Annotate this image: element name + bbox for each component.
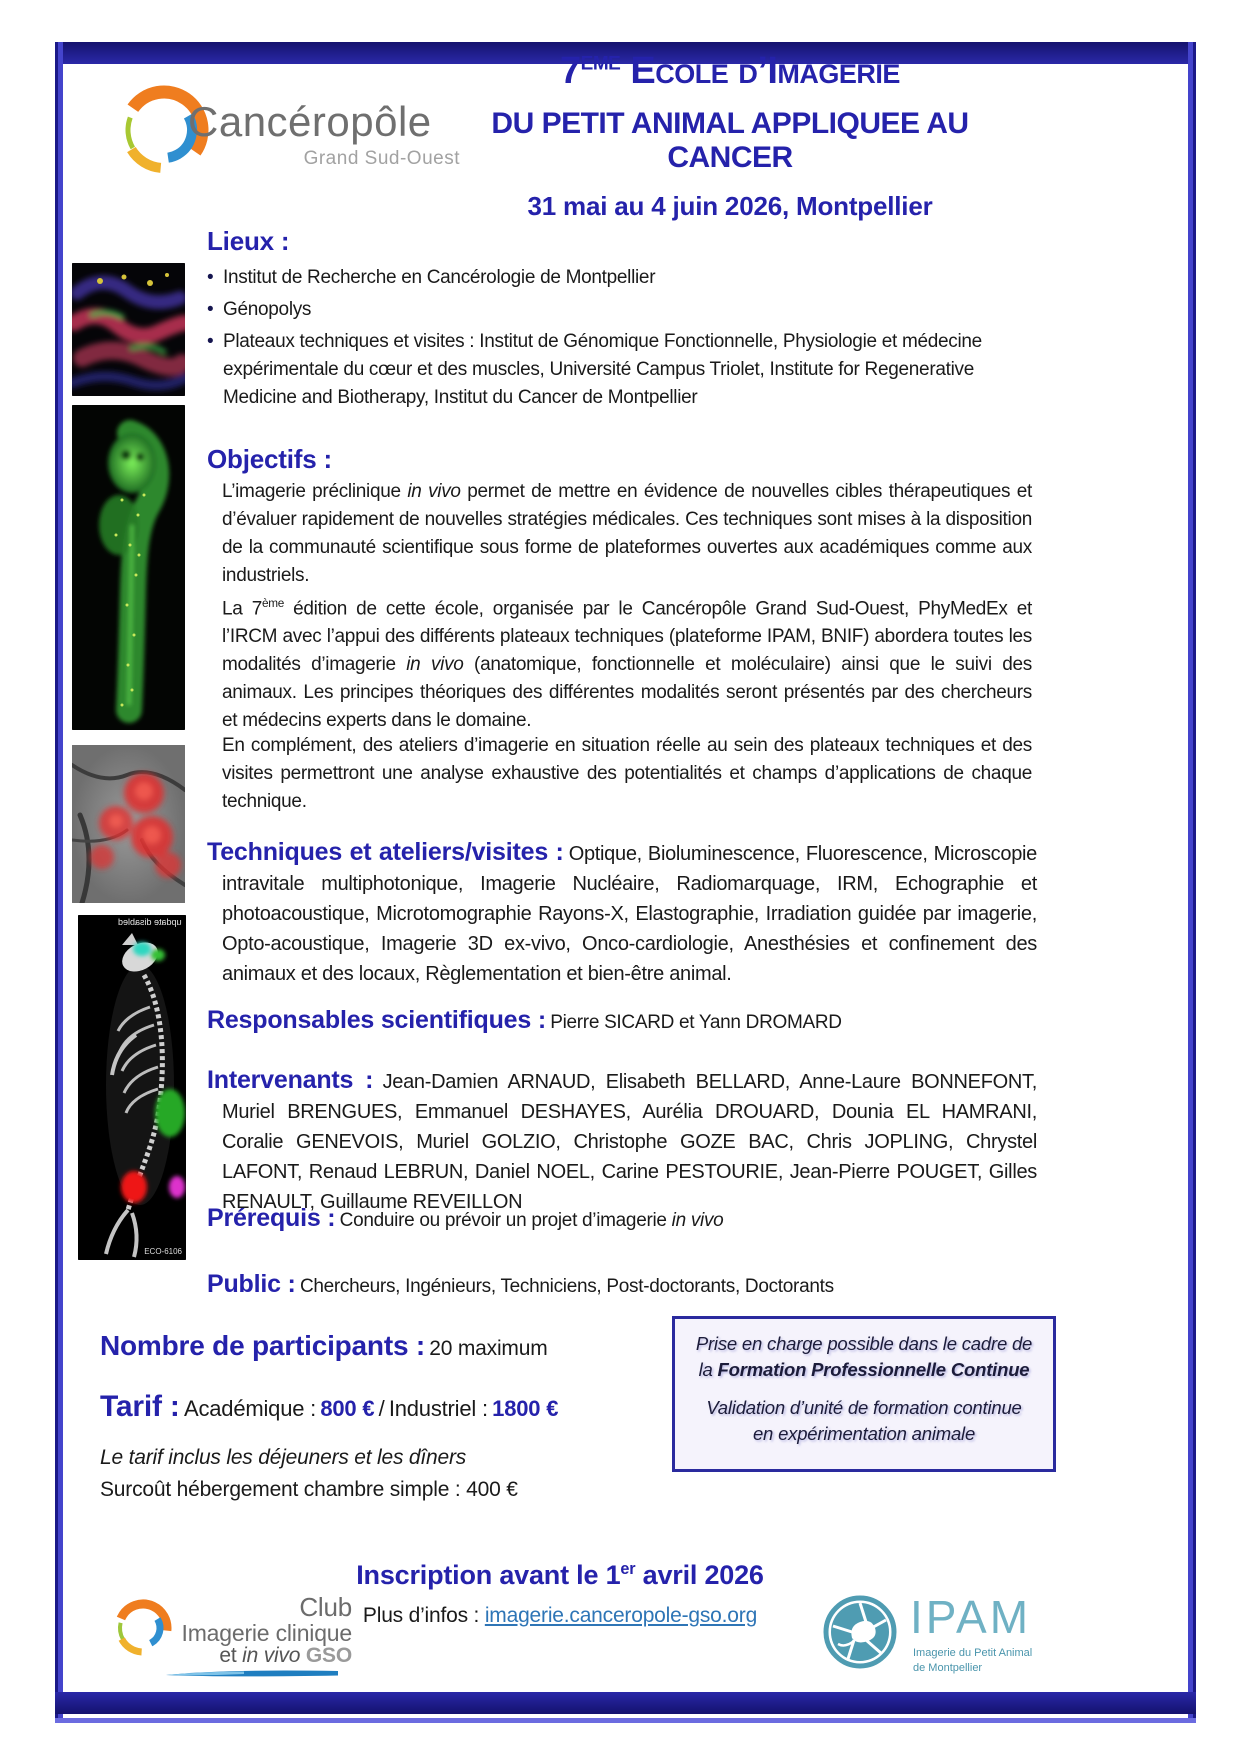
responsables-text: Pierre SICARD et Yann DROMARD	[550, 1012, 842, 1033]
participants-value: 20 maximum	[429, 1337, 548, 1360]
infos-label: Plus d’infos :	[362, 1604, 485, 1627]
section-heading-objectifs: Objectifs :	[207, 444, 332, 474]
event-dates: 31 mai au 4 juin 2026, Montpellier	[527, 191, 933, 221]
club-imagerie-gso-logo	[112, 1594, 362, 1686]
section-responsables	[207, 1006, 1037, 1037]
inscription-deadline: Inscription avant le 1er avril 2026	[356, 1560, 764, 1590]
frame-right-bar	[1188, 42, 1196, 1723]
fluorescence-microscopy-image	[72, 263, 185, 396]
title-line2: DU PETIT ANIMAL APPLIQUEE AU CANCER	[491, 107, 969, 174]
funding-line-3: Validation d’unité de formation continue	[706, 1397, 1022, 1418]
objectifs-paragraph-1: L’imagerie préclinique in vivo permet de mettre en évidence de nouvelles cibles thérapeutiques et d’évaluer rapidement de nouvelles stratégies médicales. Ces techniques sont mises à la disposition de la communauté scientifique sous forme de plateformes ouvertes aux académiques comme aux industriels.	[222, 481, 1032, 586]
lieux-item: • Plateaux techniques et visites : Institut de Génomique Fonctionnelle, Physiologie et médecine expérimentale du cœur et des muscles, Université Campus Triolet, Institute for Regenerative Medicine and Biotherapy, Institut du Cancer de Montpellier	[207, 328, 1022, 412]
participants-heading: Nombre de participants :	[100, 1330, 426, 1361]
lieux-list	[207, 264, 1022, 416]
prerequis-text-italic: in vivo	[671, 1210, 724, 1231]
section-heading-prerequis: Prérequis :	[207, 1204, 336, 1232]
section-public	[207, 1270, 1037, 1301]
frame-bottom-bar	[55, 1692, 1196, 1714]
section-prerequis	[207, 1204, 1037, 1235]
funding-line-4: en expérimentation animale	[752, 1423, 976, 1444]
frame-bottom-line	[55, 1718, 1196, 1723]
section-heading-responsables: Responsables scientifiques :	[207, 1006, 546, 1034]
section-heading-public: Public :	[207, 1270, 296, 1298]
funding-line-1: Prise en charge possible dans le cadre de	[695, 1333, 1033, 1354]
section-participants	[100, 1330, 660, 1362]
ipam-logo	[820, 1590, 1070, 1690]
ipam-subtitle: Imagerie du Petit Animal de Montpellier	[913, 1647, 1033, 1674]
section-heading-techniques: Techniques et ateliers/visites :	[207, 838, 564, 866]
lieux-item: • Institut de Recherche en Cancérologie de Montpellier	[207, 264, 1022, 292]
tarif-heading: Tarif :	[100, 1390, 180, 1423]
tarif-note-lodging: Surcoût hébergement chambre simple : 400 €	[100, 1478, 518, 1501]
objectifs-paragraph-3: En complément, des ateliers d’imagerie en situation réelle au sein des plateaux techniques et des visites permettront une analyse exhaustive des potentialités et champs d’applications de chaque technique.	[222, 735, 1032, 812]
scan-status-caption: update disabled	[118, 917, 182, 927]
zebrafish-fluorescence-image	[72, 405, 185, 730]
canceropole-logo	[112, 80, 460, 185]
tarif-industrial-label: Industriel :	[388, 1396, 488, 1421]
canceropole-subtitle: Grand Sud-Ouest	[303, 148, 460, 169]
techniques-text: Optique, Bioluminescence, Fluorescence, Microscopie intravitale multiphotonique, Imagerie Nucléaire, Radiomarquage, IRM, Echographie et photoacoustique, Microtomographie Rayons-X, Elastographie, Irradiation guidée par imagerie, Opto-acoustique, Imagerie 3D ex-vivo, Onco-cardiologie, Anesthésies et confinement des animaux et des locaux, Règlementation et bien-être animal.	[222, 843, 1037, 985]
objectifs-paragraph-2: La 7ème édition de cette école, organisée par le Cancéropôle Grand Sud-Ouest, PhyMedEx et l’IRCM avec l’appui des différents plateaux techniques (plateforme IPAM, BNIF) abordera toutes les modalités d’imagerie in vivo (anatomique, fonctionnelle et moléculaire) ainsi que le suivi des animaux. Les principes théoriques des différentes modalités seront présentés par des chercheurs et médecins experts dans le domaine.	[222, 597, 1033, 732]
ipam-name: IPAM	[910, 1591, 1032, 1643]
tarif-academic-price: 800 €	[320, 1396, 375, 1421]
frame-left-bar	[55, 42, 63, 1723]
funding-line-2: la Formation Professionnelle Continue	[698, 1359, 1030, 1380]
club-logo-text	[168, 1594, 352, 1667]
public-text: Chercheurs, Ingénieurs, Techniciens, Post-doctorants, Doctorants	[299, 1276, 834, 1297]
section-tarif	[100, 1390, 660, 1424]
tarif-note-meals: Le tarif inclus les déjeuners et les dîners	[100, 1446, 467, 1469]
title-line1: 7EME Ecole d’Imagerie	[560, 50, 900, 92]
infos-link[interactable]: imagerie.canceropole-gso.org	[484, 1604, 758, 1627]
canceropole-name: Cancéropôle	[188, 98, 432, 145]
club-swoosh-icon	[164, 1668, 342, 1678]
scan-id-caption: ECO-6106	[144, 1247, 182, 1256]
section-techniques	[207, 838, 1037, 990]
prerequis-text: Conduire ou prévoir un projet d’imagerie	[339, 1210, 672, 1231]
tarif-academic-label: Académique :	[183, 1396, 317, 1421]
tarif-industrial-price: 1800 €	[492, 1396, 559, 1421]
tarif-slash: /	[378, 1396, 385, 1421]
intervenants-text: Jean-Damien ARNAUD, Elisabeth BELLARD, Anne-Laure BONNEFONT, Muriel BRENGUES, Emmanuel DESHAYES, Aurélia DROUARD, Dounia EL HAMRANI, Coralie GENEVOIS, Muriel GOLZIO, Christophe GOZE BAC, Chris JOPLING, Chrystel LAFONT, Renaud LEBRUN, Daniel NOEL, Carine PESTOURIE, Jean-Pierre POUGET, Gilles RENAULT, Guillaume REVEILLON	[222, 1071, 1037, 1213]
section-intervenants	[207, 1066, 1037, 1218]
section-heading-intervenants: Intervenants :	[207, 1066, 374, 1094]
club-line2: Imagerie clinique	[181, 1620, 352, 1647]
club-line1: Club	[299, 1592, 352, 1622]
lieux-item: • Génopolys	[207, 296, 1022, 324]
mouse-ct-scan-image	[78, 915, 186, 1260]
funding-box	[672, 1316, 1056, 1472]
event-title	[430, 50, 1030, 222]
club-line3: et in vivo GSO	[219, 1644, 352, 1668]
club-c-icon	[112, 1594, 174, 1662]
section-heading-lieux: Lieux :	[207, 226, 290, 256]
tumor-fluorescence-image	[72, 745, 185, 903]
funding-bold-text: Formation Professionnelle Continue	[717, 1359, 1030, 1380]
ipam-aperture-icon	[820, 1592, 900, 1672]
